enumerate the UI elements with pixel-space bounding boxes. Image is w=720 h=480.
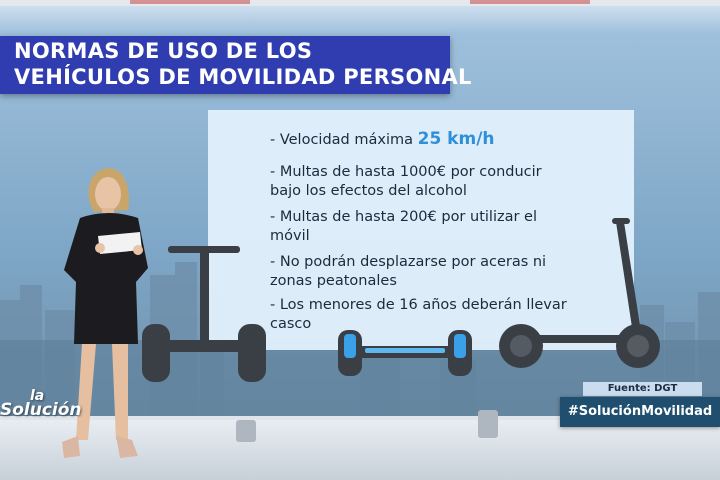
rule-helmet-line-1: - Los menores de 16 años deberán llevar	[270, 297, 567, 313]
rule-phone-line-1: - Multas de hasta 200€ por utilizar el	[270, 209, 537, 225]
rule-sidewalks-line-1: - No podrán desplazarse por aceras ni	[270, 254, 547, 270]
rule-alcohol-line-1: - Multas de hasta 1000€ por conducir	[270, 164, 542, 180]
rule-sidewalks-line-2: zonas peatonales	[270, 273, 397, 289]
rule-alcohol-line-2: bajo los efectos del alcohol	[270, 183, 467, 199]
rule-speed-text: - Velocidad máxima	[270, 132, 418, 148]
show-logo	[0, 388, 80, 432]
show-logo-top: la	[30, 388, 45, 404]
hashtag-banner: #SoluciónMovilidad	[560, 397, 720, 427]
title-line-1: NORMAS DE USO DE LOS	[14, 39, 313, 63]
rule-phone-line-2: móvil	[270, 228, 310, 244]
title-line-2: VEHÍCULOS DE MOVILIDAD PERSONAL	[14, 65, 472, 89]
presenter-face	[95, 177, 121, 211]
show-logo-bottom: Solución	[0, 400, 82, 420]
speed-limit-value: 25 km/h	[417, 129, 495, 149]
rule-helmet-line-2: casco	[270, 316, 312, 332]
source-label: Fuente: DGT	[583, 382, 702, 396]
